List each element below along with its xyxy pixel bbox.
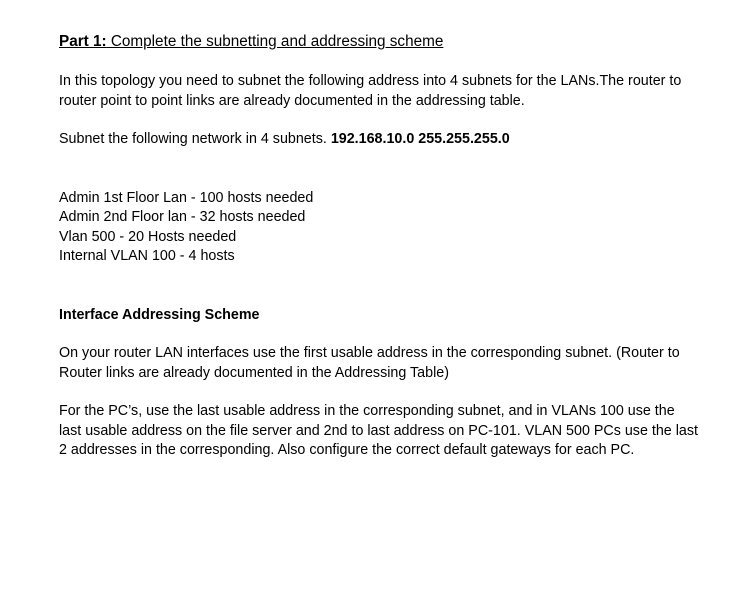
pc-paragraph: For the PC’s, use the last usable address in the corresponding subnet, and in VLANs 100 use the last usable address on the file server and 2nd to last address on PC-101. VLAN 500 PCs use the last 2 addresses in the corresponding. Also configure the correct default gateways for each PC. — [59, 403, 698, 458]
list-item: Admin 1st Floor Lan - 100 hosts needed — [59, 189, 314, 206]
intro-paragraph: In this topology you need to subnet the following address into 4 subnets for the LANs.The router to router point to point links are already documented in the addressing table. — [59, 73, 682, 109]
section-title: Interface Addressing Scheme — [59, 306, 260, 323]
subnet-instruction — [59, 130, 699, 150]
part-heading — [59, 32, 699, 52]
network-address: 192.168.10.0 255.255.255.0 — [330, 131, 510, 147]
subnet-instruction-text: Subnet the following network in 4 subnets. — [59, 131, 331, 147]
list-item: Vlan 500 - 20 Hosts needed — [59, 228, 237, 245]
list-item: Internal VLAN 100 - 4 hosts — [59, 248, 235, 264]
document-body — [59, 32, 699, 461]
part-label: Part 1: — [59, 33, 107, 50]
router-paragraph: On your router LAN interfaces use the first usable address in the corresponding subnet. (Router to Router links are already documented in the Addressing Table) — [59, 345, 680, 381]
list-item: Admin 2nd Floor lan - 32 hosts needed — [59, 209, 306, 225]
part-title: Complete the subnetting and addressing scheme — [106, 33, 444, 50]
host-requirements-list — [59, 189, 699, 267]
